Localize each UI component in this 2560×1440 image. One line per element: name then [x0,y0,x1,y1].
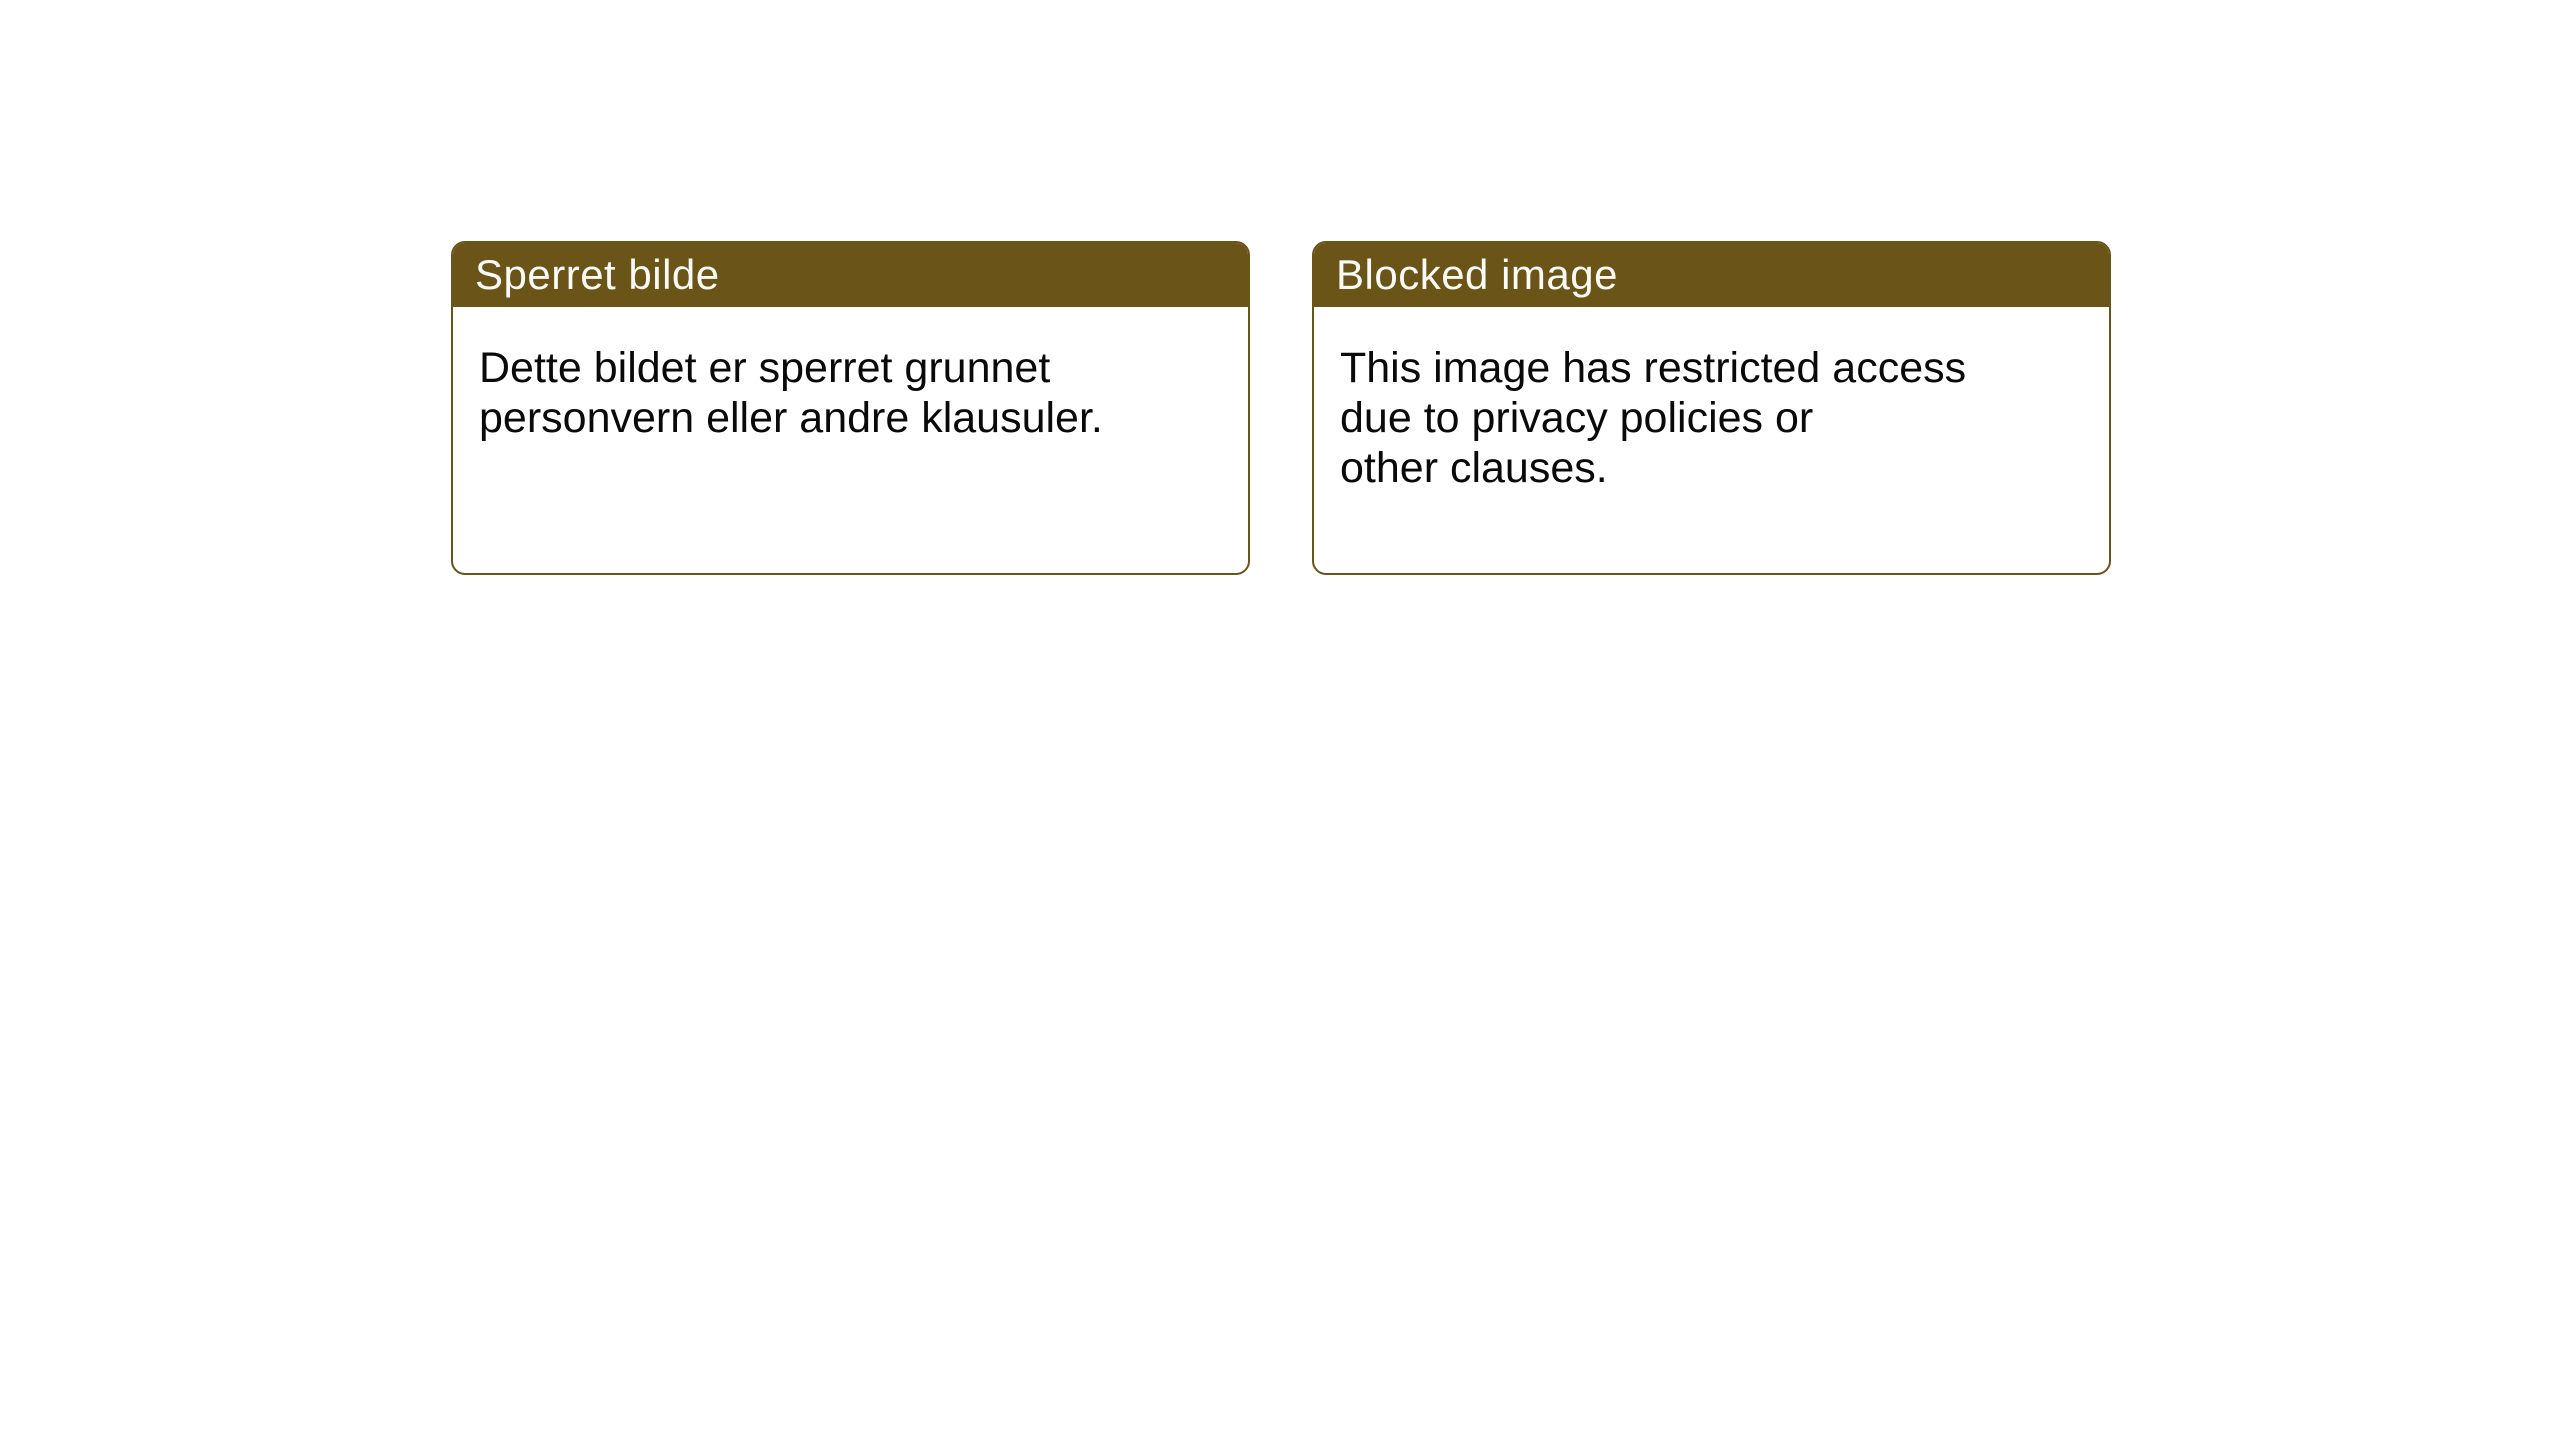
card-body-line: other clauses. [1340,444,1608,492]
card-body [453,307,1248,443]
card-body-line: personvern eller andre klausuler. [479,394,1103,442]
card-header [1314,243,2109,307]
blocked-image-card-english [1312,241,2111,575]
card-body-line: due to privacy policies or [1340,394,1814,442]
blocked-image-card-norwegian [451,241,1250,575]
card-title: Sperret bilde [475,251,720,298]
card-body [1314,307,2109,493]
card-body-line: This image has restricted access [1340,344,1967,392]
card-title: Blocked image [1336,251,1618,298]
card-header [453,243,1248,307]
card-body-line: Dette bildet er sperret grunnet [479,344,1051,392]
